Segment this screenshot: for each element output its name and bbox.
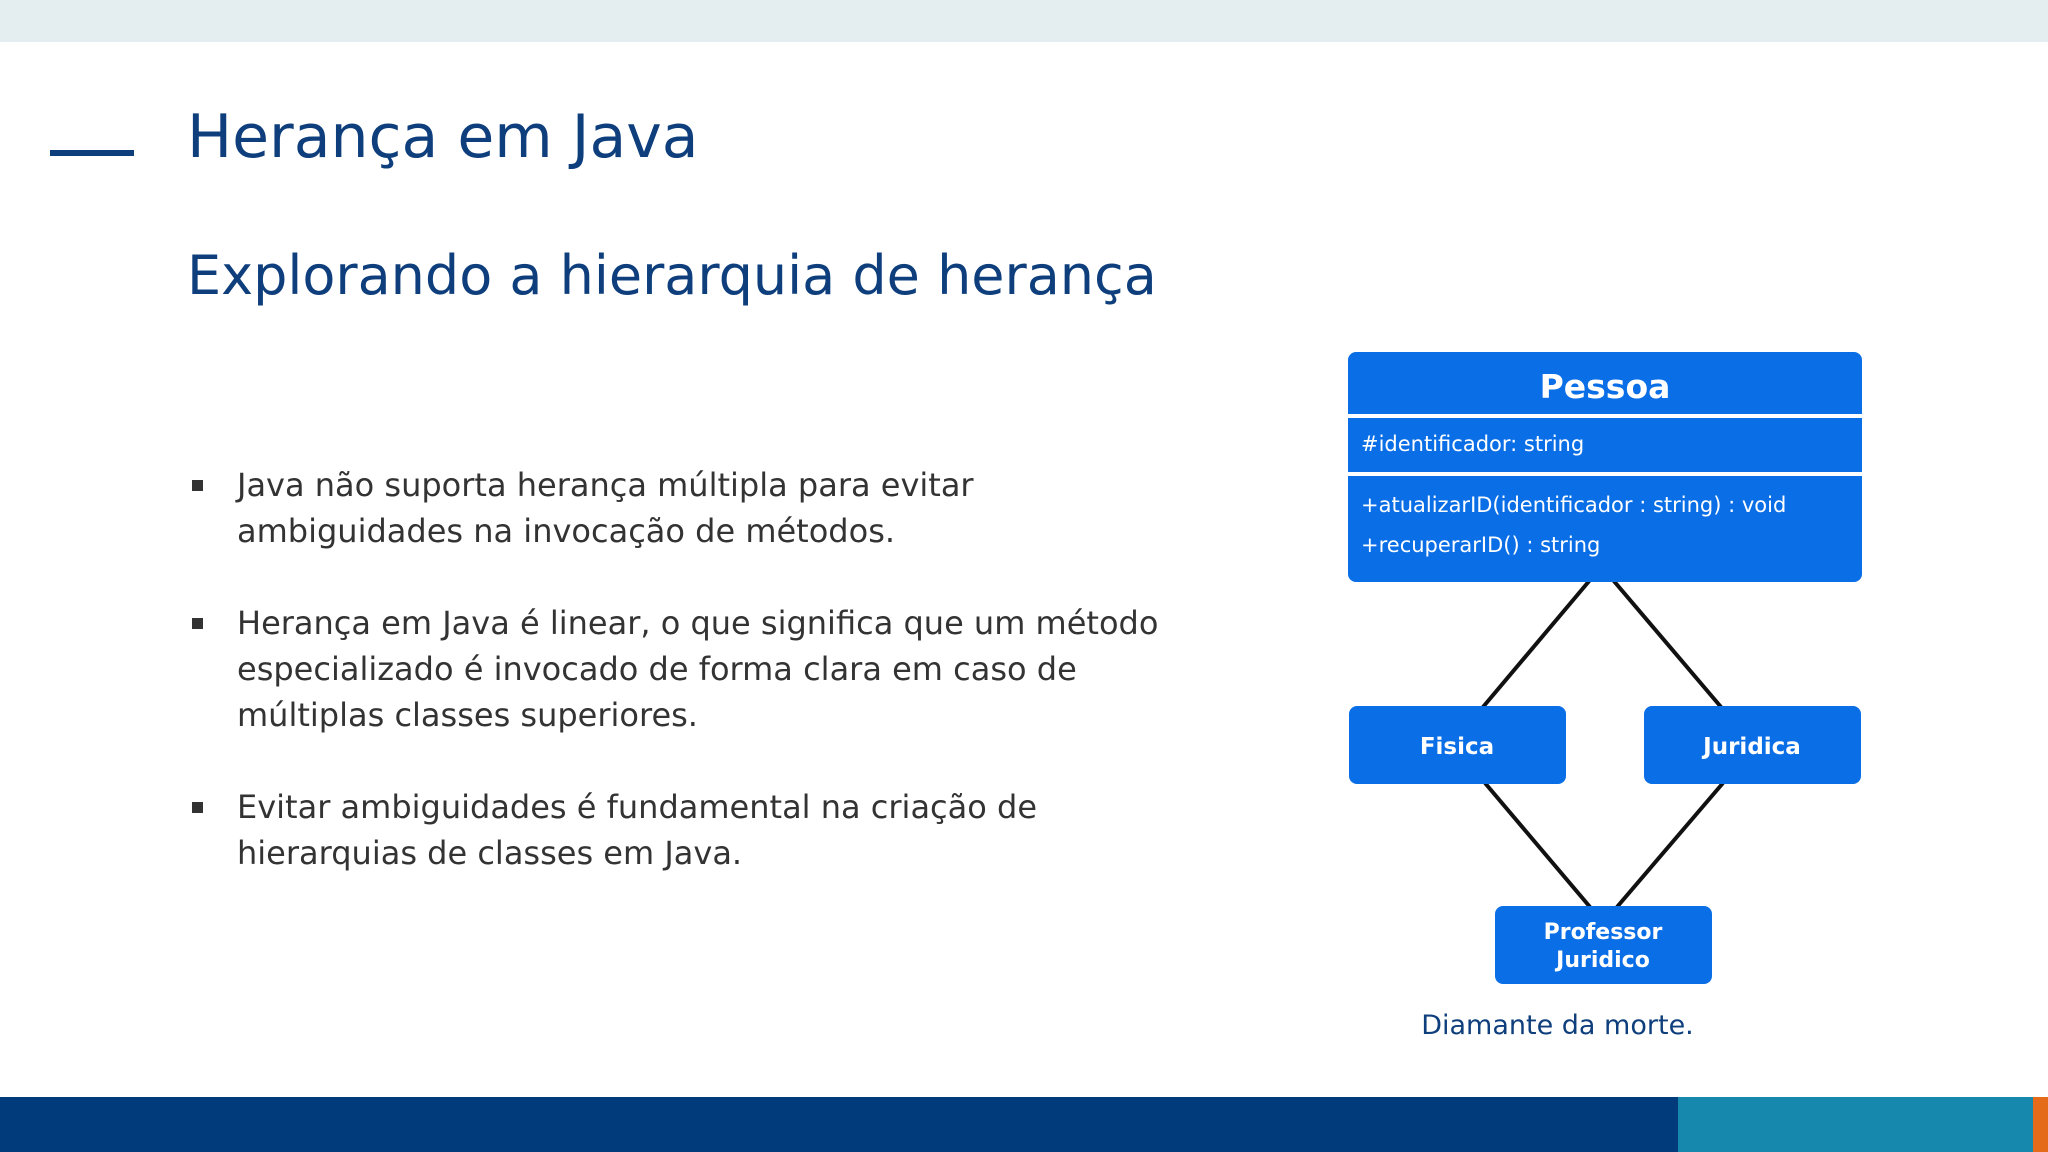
slide-subtitle: Explorando a hierarquia de herança: [187, 244, 1157, 307]
footer-accent: [1678, 1097, 2033, 1152]
class-name-juridica: Juridica: [1703, 734, 1801, 760]
square-bullet-icon: [192, 618, 203, 629]
bullet-list: [187, 462, 1197, 922]
class-box-fisica: [1349, 706, 1566, 784]
class-box-pessoa: [1348, 352, 1862, 582]
title-accent-dash: [50, 150, 134, 156]
bullet-text: Evitar ambiguidades é fundamental na criação de hierarquias de classes em Java.: [237, 788, 1037, 872]
connector-line: [1613, 580, 1721, 707]
inheritance-diagram: [1345, 350, 1865, 990]
bullet-text: Java não suporta herança múltipla para evitar ambiguidades na invocação de métodos.: [237, 466, 974, 550]
bullet-item: [187, 784, 1197, 876]
class-name-professor: Professor: [1543, 920, 1663, 945]
class-box-juridica: [1644, 706, 1861, 784]
square-bullet-icon: [192, 802, 203, 813]
bullet-item: [187, 600, 1197, 738]
footer-orange-strip: [2033, 1097, 2048, 1152]
class-name-pessoa: Pessoa: [1539, 367, 1671, 406]
class-attribute: #identificador: string: [1361, 432, 1585, 456]
connector-line: [1485, 783, 1590, 907]
class-method: +recuperarID() : string: [1361, 533, 1601, 557]
class-name-fisica: Fisica: [1419, 734, 1495, 760]
class-box-professor-juridico: [1495, 906, 1712, 984]
top-band: [0, 0, 2048, 42]
class-method: +atualizarID(identificador : string) : void: [1361, 493, 1787, 517]
diagram-caption: Diamante da morte.: [1421, 1010, 1694, 1041]
class-name-juridico: Juridico: [1556, 948, 1650, 973]
slide-title: Herança em Java: [187, 102, 699, 172]
connector-line: [1617, 783, 1723, 907]
bullet-item: [187, 462, 1197, 554]
square-bullet-icon: [192, 480, 203, 491]
connector-line: [1483, 580, 1590, 707]
footer-bar: [0, 1097, 1678, 1152]
bullet-text: Herança em Java é linear, o que significa que um método especializado é invocado de forma clara em caso de múltiplas classes superiores.: [237, 604, 1159, 734]
